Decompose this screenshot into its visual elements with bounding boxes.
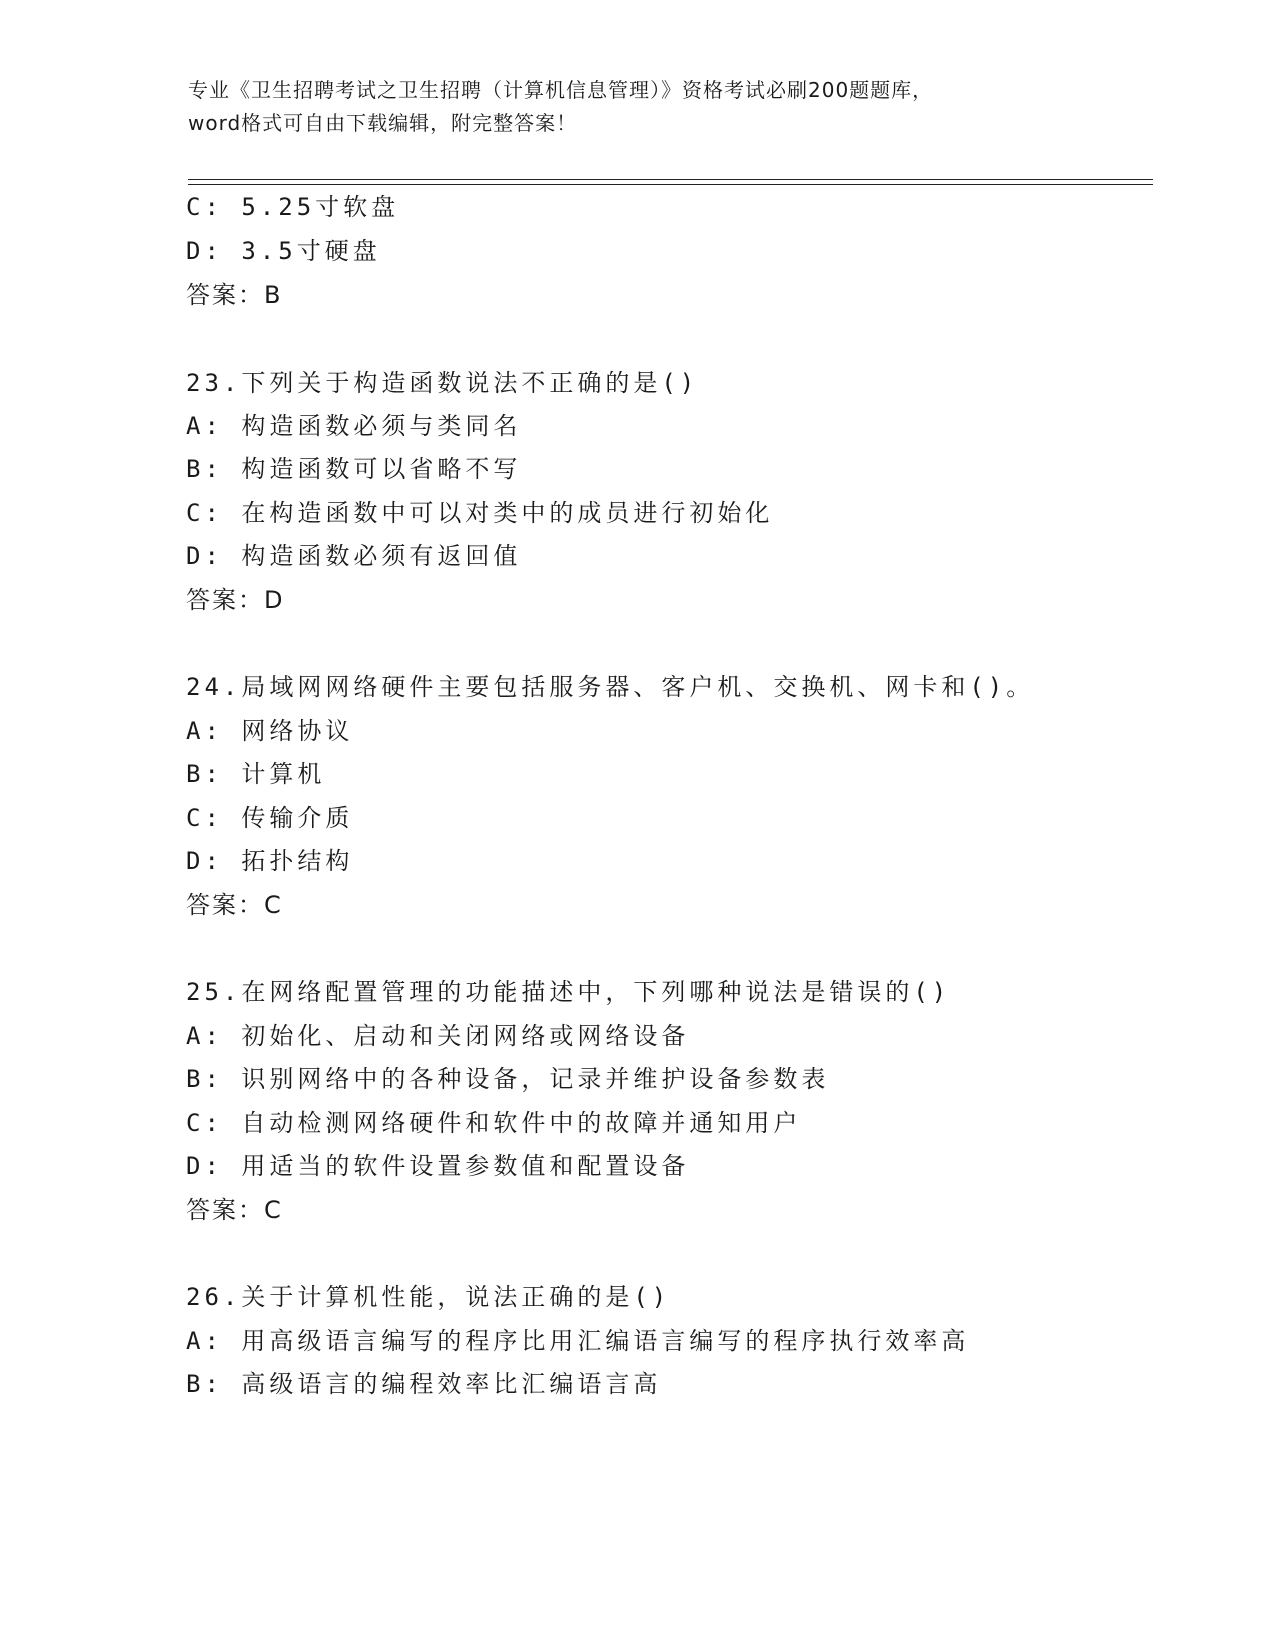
option-d: D: 构造函数必须有返回值 xyxy=(186,542,522,570)
option-b: B: 识别网络中的各种设备，记录并维护设备参数表 xyxy=(186,1065,830,1093)
answer-line: 答案：B xyxy=(186,281,283,309)
question-stem: 25.在网络配置管理的功能描述中，下列哪种说法是错误的() xyxy=(186,978,951,1006)
question-stem: 24.局域网网络硬件主要包括服务器、客户机、交换机、网卡和()。 xyxy=(186,673,1035,701)
answer-line: 答案：C xyxy=(186,891,283,919)
option-c: C: 自动检测网络硬件和软件中的故障并通知用户 xyxy=(186,1109,802,1137)
answer-line: 答案：D xyxy=(186,586,285,614)
option-b: B: 构造函数可以省略不写 xyxy=(186,455,522,483)
option-b: B: 高级语言的编程效率比汇编语言高 xyxy=(186,1370,662,1398)
option-a: A: 构造函数必须与类同名 xyxy=(186,412,522,440)
option-d: D: 拓扑结构 xyxy=(186,847,354,875)
answer-line: 答案：C xyxy=(186,1196,283,1224)
question-stem: 26.关于计算机性能，说法正确的是() xyxy=(186,1283,671,1311)
option-a: A: 初始化、启动和关闭网络或网络设备 xyxy=(186,1022,690,1050)
option-c: C: 传输介质 xyxy=(186,804,354,832)
header-divider-bottom xyxy=(188,184,1153,185)
option-d: D: 3.5寸硬盘 xyxy=(186,237,381,265)
header-divider-top xyxy=(188,179,1153,180)
option-d: D: 用适当的软件设置参数值和配置设备 xyxy=(186,1152,690,1180)
option-c: C: 在构造函数中可以对类中的成员进行初始化 xyxy=(186,499,774,527)
option-a: A: 用高级语言编写的程序比用汇编语言编写的程序执行效率高 xyxy=(186,1327,970,1355)
option-a: A: 网络协议 xyxy=(186,717,354,745)
header-line-1: 专业《卫生招聘考试之卫生招聘（计算机信息管理）》资格考试必刷200题题库， xyxy=(188,78,934,102)
option-b: B: 计算机 xyxy=(186,760,326,788)
option-c: C: 5.25寸软盘 xyxy=(186,193,400,221)
header-line-2: word格式可自由下载编辑，附完整答案！ xyxy=(188,111,578,135)
question-stem: 23.下列关于构造函数说法不正确的是() xyxy=(186,369,699,397)
document-header xyxy=(188,74,1088,140)
